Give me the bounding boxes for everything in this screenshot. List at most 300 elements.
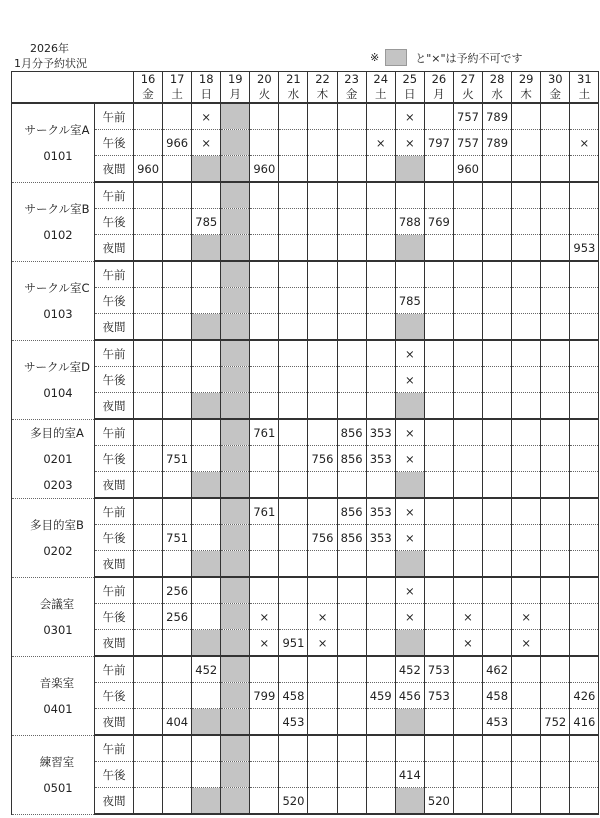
- schedule-cell: [308, 261, 337, 288]
- schedule-cell: [366, 762, 395, 788]
- schedule-cell: [453, 235, 482, 262]
- schedule-cell: [424, 709, 453, 736]
- weekday-label: 火: [453, 86, 482, 103]
- schedule-cell: [424, 288, 453, 314]
- schedule-cell: [395, 261, 424, 288]
- room-slot-row: [12, 156, 599, 183]
- slot-label: 午後: [95, 683, 134, 709]
- schedule-cell: [541, 367, 570, 393]
- schedule-cell: [221, 498, 250, 525]
- room-name: 音楽室: [39, 675, 75, 690]
- schedule-cell: [221, 577, 250, 604]
- room-slot-row: [12, 235, 599, 262]
- schedule-cell: [192, 525, 221, 551]
- schedule-cell: [424, 446, 453, 472]
- schedule-cell: [192, 472, 221, 499]
- schedule-cell: [250, 288, 279, 314]
- schedule-cell: [453, 261, 482, 288]
- slot-label: 午後: [95, 762, 134, 788]
- schedule-cell: [483, 472, 512, 499]
- schedule-cell: [192, 367, 221, 393]
- schedule-cell: [395, 235, 424, 262]
- schedule-cell: [192, 340, 221, 367]
- schedule-cell: [366, 551, 395, 578]
- schedule-cell: [453, 393, 482, 420]
- schedule-cell: [134, 630, 163, 657]
- room-slot-row: [12, 735, 599, 762]
- schedule-cell: [570, 525, 599, 551]
- schedule-cell: [134, 314, 163, 341]
- schedule-cell: [366, 156, 395, 183]
- room-slot-row: [12, 604, 599, 630]
- schedule-cell: 789: [483, 103, 512, 130]
- room-slot-row: [12, 446, 599, 472]
- schedule-cell: [192, 551, 221, 578]
- schedule-cell: 456: [395, 683, 424, 709]
- schedule-cell: [337, 709, 366, 736]
- schedule-cell: 756: [308, 525, 337, 551]
- schedule-cell: [337, 261, 366, 288]
- schedule-cell: 751: [163, 446, 192, 472]
- schedule-cell: [453, 762, 482, 788]
- slot-label: 午後: [95, 209, 134, 235]
- day-number: 20: [250, 72, 279, 87]
- schedule-cell: [541, 182, 570, 209]
- schedule-cell: [308, 393, 337, 420]
- schedule-cell: ×: [395, 340, 424, 367]
- schedule-cell: [163, 419, 192, 446]
- schedule-cell: [512, 182, 541, 209]
- schedule-cell: [541, 551, 570, 578]
- schedule-cell: [512, 393, 541, 420]
- weekday-label: 金: [541, 86, 570, 103]
- schedule-cell: [163, 261, 192, 288]
- schedule-cell: [337, 314, 366, 341]
- schedule-cell: ×: [308, 604, 337, 630]
- schedule-cell: [308, 209, 337, 235]
- schedule-cell: ×: [395, 419, 424, 446]
- schedule-cell: [134, 762, 163, 788]
- day-number: 28: [483, 72, 512, 87]
- schedule-cell: 452: [192, 656, 221, 683]
- slot-label: 午前: [95, 419, 134, 446]
- schedule-cell: [221, 551, 250, 578]
- schedule-cell: [221, 182, 250, 209]
- room-slot-row: [12, 577, 599, 604]
- weekday-label: 日: [395, 86, 424, 103]
- schedule-cell: [541, 762, 570, 788]
- schedule-cell: 404: [163, 709, 192, 736]
- room-slot-row: [12, 209, 599, 235]
- schedule-cell: [163, 156, 192, 183]
- schedule-cell: ×: [395, 367, 424, 393]
- schedule-cell: [366, 182, 395, 209]
- room-slot-row: [12, 367, 599, 393]
- schedule-cell: [134, 209, 163, 235]
- schedule-cell: [541, 419, 570, 446]
- room-slot-row: [12, 630, 599, 657]
- schedule-cell: [221, 709, 250, 736]
- room-cell: [12, 182, 95, 261]
- day-number: 19: [221, 72, 250, 87]
- schedule-cell: [163, 103, 192, 130]
- schedule-cell: [453, 577, 482, 604]
- schedule-cell: [134, 393, 163, 420]
- slot-label: 午前: [95, 261, 134, 288]
- schedule-cell: [221, 235, 250, 262]
- reservation-table: [11, 71, 599, 815]
- schedule-cell: [192, 709, 221, 736]
- schedule-cell: [134, 446, 163, 472]
- schedule-cell: [250, 446, 279, 472]
- schedule-cell: [308, 683, 337, 709]
- schedule-cell: [424, 261, 453, 288]
- schedule-cell: [512, 288, 541, 314]
- schedule-cell: [570, 656, 599, 683]
- schedule-cell: [483, 182, 512, 209]
- slot-label: 午後: [95, 367, 134, 393]
- schedule-cell: [134, 130, 163, 156]
- schedule-cell: [570, 419, 599, 446]
- day-number: 16: [134, 72, 163, 87]
- schedule-cell: 520: [424, 788, 453, 815]
- schedule-cell: [337, 209, 366, 235]
- schedule-cell: 785: [395, 288, 424, 314]
- room-slot-row: [12, 182, 599, 209]
- schedule-cell: [453, 788, 482, 815]
- schedule-cell: [279, 735, 308, 762]
- weekday-label: 土: [163, 86, 192, 103]
- schedule-cell: [483, 525, 512, 551]
- schedule-cell: [337, 551, 366, 578]
- slot-label: 夜間: [95, 314, 134, 341]
- room-cell: [12, 498, 95, 577]
- schedule-cell: [192, 446, 221, 472]
- room-slot-row: [12, 551, 599, 578]
- schedule-cell: [279, 604, 308, 630]
- room-slot-row: [12, 393, 599, 420]
- schedule-cell: [570, 577, 599, 604]
- schedule-cell: [483, 788, 512, 815]
- slot-label: 午後: [95, 288, 134, 314]
- schedule-cell: [337, 393, 366, 420]
- schedule-cell: [512, 735, 541, 762]
- schedule-cell: [541, 788, 570, 815]
- weekday-label: 日: [192, 86, 221, 103]
- slot-label: 夜間: [95, 709, 134, 736]
- schedule-cell: [512, 577, 541, 604]
- schedule-cell: [308, 498, 337, 525]
- weekday-label: 月: [221, 86, 250, 103]
- room-cell: [12, 419, 95, 498]
- schedule-cell: [192, 683, 221, 709]
- schedule-cell: [134, 735, 163, 762]
- schedule-cell: [366, 340, 395, 367]
- schedule-cell: 753: [424, 683, 453, 709]
- schedule-cell: [250, 577, 279, 604]
- schedule-cell: [453, 209, 482, 235]
- schedule-cell: [570, 630, 599, 657]
- schedule-cell: 752: [541, 709, 570, 736]
- room-cell: [12, 261, 95, 340]
- room-cell: [12, 656, 95, 735]
- schedule-cell: [512, 788, 541, 815]
- schedule-cell: [541, 525, 570, 551]
- schedule-cell: [337, 683, 366, 709]
- schedule-cell: [250, 130, 279, 156]
- schedule-cell: [541, 393, 570, 420]
- schedule-cell: [483, 209, 512, 235]
- schedule-cell: [192, 261, 221, 288]
- schedule-cell: [308, 103, 337, 130]
- schedule-cell: 856: [337, 419, 366, 446]
- schedule-cell: [424, 577, 453, 604]
- schedule-cell: [541, 209, 570, 235]
- schedule-cell: [134, 656, 163, 683]
- schedule-cell: [163, 367, 192, 393]
- weekday-label: 金: [337, 86, 366, 103]
- schedule-cell: [395, 551, 424, 578]
- room-slot-row: [12, 656, 599, 683]
- schedule-cell: [512, 419, 541, 446]
- schedule-cell: [163, 683, 192, 709]
- schedule-cell: [541, 577, 570, 604]
- schedule-cell: 453: [483, 709, 512, 736]
- schedule-cell: [250, 709, 279, 736]
- schedule-cell: [366, 367, 395, 393]
- room-slot-row: [12, 261, 599, 288]
- schedule-cell: [483, 235, 512, 262]
- schedule-cell: 256: [163, 577, 192, 604]
- schedule-cell: 761: [250, 498, 279, 525]
- schedule-cell: [134, 577, 163, 604]
- schedule-cell: [453, 709, 482, 736]
- schedule-cell: [134, 709, 163, 736]
- schedule-cell: [192, 630, 221, 657]
- legend: [370, 49, 523, 66]
- schedule-cell: [192, 288, 221, 314]
- schedule-cell: [308, 130, 337, 156]
- schedule-cell: [483, 419, 512, 446]
- schedule-cell: [570, 472, 599, 499]
- schedule-cell: [250, 762, 279, 788]
- schedule-cell: ×: [453, 604, 482, 630]
- schedule-cell: [221, 130, 250, 156]
- room-number: 0102: [43, 227, 73, 242]
- schedule-cell: [453, 656, 482, 683]
- schedule-cell: [163, 762, 192, 788]
- room-slot-row: [12, 130, 599, 156]
- room-number: 0101: [43, 148, 73, 163]
- schedule-cell: 353: [366, 446, 395, 472]
- room-cell: [12, 577, 95, 656]
- schedule-cell: [308, 472, 337, 499]
- schedule-cell: 960: [134, 156, 163, 183]
- schedule-cell: [366, 656, 395, 683]
- schedule-cell: [424, 340, 453, 367]
- schedule-cell: [337, 788, 366, 815]
- room-slot-row: [12, 498, 599, 525]
- schedule-cell: [453, 525, 482, 551]
- schedule-cell: [221, 156, 250, 183]
- schedule-cell: [453, 314, 482, 341]
- slot-label: 午前: [95, 735, 134, 762]
- day-number: 21: [279, 72, 308, 87]
- schedule-cell: [512, 103, 541, 130]
- schedule-cell: [337, 604, 366, 630]
- schedule-cell: 426: [570, 683, 599, 709]
- schedule-cell: [221, 604, 250, 630]
- schedule-cell: [337, 367, 366, 393]
- schedule-cell: [279, 314, 308, 341]
- schedule-cell: [570, 604, 599, 630]
- schedule-cell: [366, 103, 395, 130]
- schedule-cell: [453, 340, 482, 367]
- schedule-cell: [483, 604, 512, 630]
- schedule-cell: [424, 498, 453, 525]
- schedule-cell: [134, 788, 163, 815]
- room-number: 0103: [43, 306, 73, 321]
- schedule-cell: [134, 288, 163, 314]
- schedule-cell: [134, 419, 163, 446]
- schedule-cell: [512, 762, 541, 788]
- schedule-cell: [570, 788, 599, 815]
- schedule-cell: ×: [395, 498, 424, 525]
- schedule-cell: [250, 235, 279, 262]
- room-slot-row: [12, 419, 599, 446]
- schedule-cell: [366, 577, 395, 604]
- schedule-cell: [424, 367, 453, 393]
- schedule-cell: 256: [163, 604, 192, 630]
- schedule-cell: 353: [366, 525, 395, 551]
- schedule-cell: [395, 393, 424, 420]
- schedule-cell: [541, 314, 570, 341]
- weekday-label: 水: [279, 86, 308, 103]
- schedule-cell: [192, 498, 221, 525]
- schedule-cell: [395, 709, 424, 736]
- schedule-cell: [279, 235, 308, 262]
- slot-label: 夜間: [95, 156, 134, 183]
- schedule-cell: 414: [395, 762, 424, 788]
- schedule-cell: 856: [337, 525, 366, 551]
- schedule-cell: [337, 182, 366, 209]
- schedule-cell: [308, 735, 337, 762]
- year-label: 2026年: [30, 42, 69, 55]
- schedule-cell: [279, 156, 308, 183]
- weekday-label: 月: [424, 86, 453, 103]
- schedule-cell: [192, 182, 221, 209]
- legend-mark: ※: [370, 51, 380, 64]
- room-slot-row: [12, 340, 599, 367]
- room-cell: [12, 735, 95, 814]
- schedule-cell: [250, 103, 279, 130]
- schedule-cell: [395, 156, 424, 183]
- schedule-cell: [163, 340, 192, 367]
- schedule-cell: [366, 235, 395, 262]
- schedule-cell: [279, 103, 308, 130]
- schedule-cell: [308, 288, 337, 314]
- schedule-cell: 953: [570, 235, 599, 262]
- schedule-cell: ×: [395, 103, 424, 130]
- schedule-cell: 458: [483, 683, 512, 709]
- slot-label: 午前: [95, 182, 134, 209]
- day-number: 25: [395, 72, 424, 87]
- schedule-cell: [192, 735, 221, 762]
- weekday-label: 金: [134, 86, 163, 103]
- schedule-cell: ×: [192, 103, 221, 130]
- schedule-cell: [192, 156, 221, 183]
- schedule-cell: [250, 788, 279, 815]
- slot-label: 午前: [95, 656, 134, 683]
- schedule-cell: [279, 525, 308, 551]
- date-header-row: [12, 72, 599, 87]
- room-slot-row: [12, 762, 599, 788]
- schedule-cell: [424, 235, 453, 262]
- schedule-cell: [221, 393, 250, 420]
- schedule-cell: 520: [279, 788, 308, 815]
- schedule-cell: ×: [512, 604, 541, 630]
- schedule-cell: [541, 683, 570, 709]
- schedule-cell: [134, 367, 163, 393]
- schedule-cell: [221, 446, 250, 472]
- schedule-cell: [483, 551, 512, 578]
- schedule-cell: [541, 498, 570, 525]
- schedule-cell: 799: [250, 683, 279, 709]
- unavailable-swatch: [385, 49, 407, 66]
- room-slot-row: [12, 288, 599, 314]
- schedule-cell: [221, 288, 250, 314]
- schedule-cell: [512, 709, 541, 736]
- schedule-cell: [279, 498, 308, 525]
- schedule-cell: [366, 261, 395, 288]
- room-slot-row: [12, 683, 599, 709]
- schedule-cell: [163, 314, 192, 341]
- schedule-cell: [541, 735, 570, 762]
- schedule-cell: [541, 103, 570, 130]
- day-number: 18: [192, 72, 221, 87]
- slot-label: 夜間: [95, 788, 134, 815]
- schedule-cell: [512, 656, 541, 683]
- schedule-cell: [366, 314, 395, 341]
- schedule-cell: [541, 340, 570, 367]
- schedule-cell: [250, 182, 279, 209]
- schedule-cell: 452: [395, 656, 424, 683]
- room-slot-row: [12, 472, 599, 499]
- schedule-cell: [221, 630, 250, 657]
- schedule-cell: [424, 472, 453, 499]
- schedule-cell: [570, 735, 599, 762]
- schedule-cell: [337, 235, 366, 262]
- schedule-cell: [512, 525, 541, 551]
- schedule-cell: [483, 735, 512, 762]
- schedule-cell: [279, 130, 308, 156]
- schedule-cell: [512, 235, 541, 262]
- schedule-cell: [541, 604, 570, 630]
- schedule-cell: [250, 525, 279, 551]
- schedule-cell: 856: [337, 498, 366, 525]
- schedule-cell: [541, 261, 570, 288]
- schedule-cell: 785: [192, 209, 221, 235]
- room-name: 会議室: [39, 596, 75, 611]
- schedule-cell: [424, 762, 453, 788]
- schedule-cell: 751: [163, 525, 192, 551]
- schedule-cell: [163, 630, 192, 657]
- schedule-cell: [221, 656, 250, 683]
- schedule-cell: [483, 446, 512, 472]
- schedule-cell: [366, 209, 395, 235]
- room-slot-row: [12, 709, 599, 736]
- day-number: 17: [163, 72, 192, 87]
